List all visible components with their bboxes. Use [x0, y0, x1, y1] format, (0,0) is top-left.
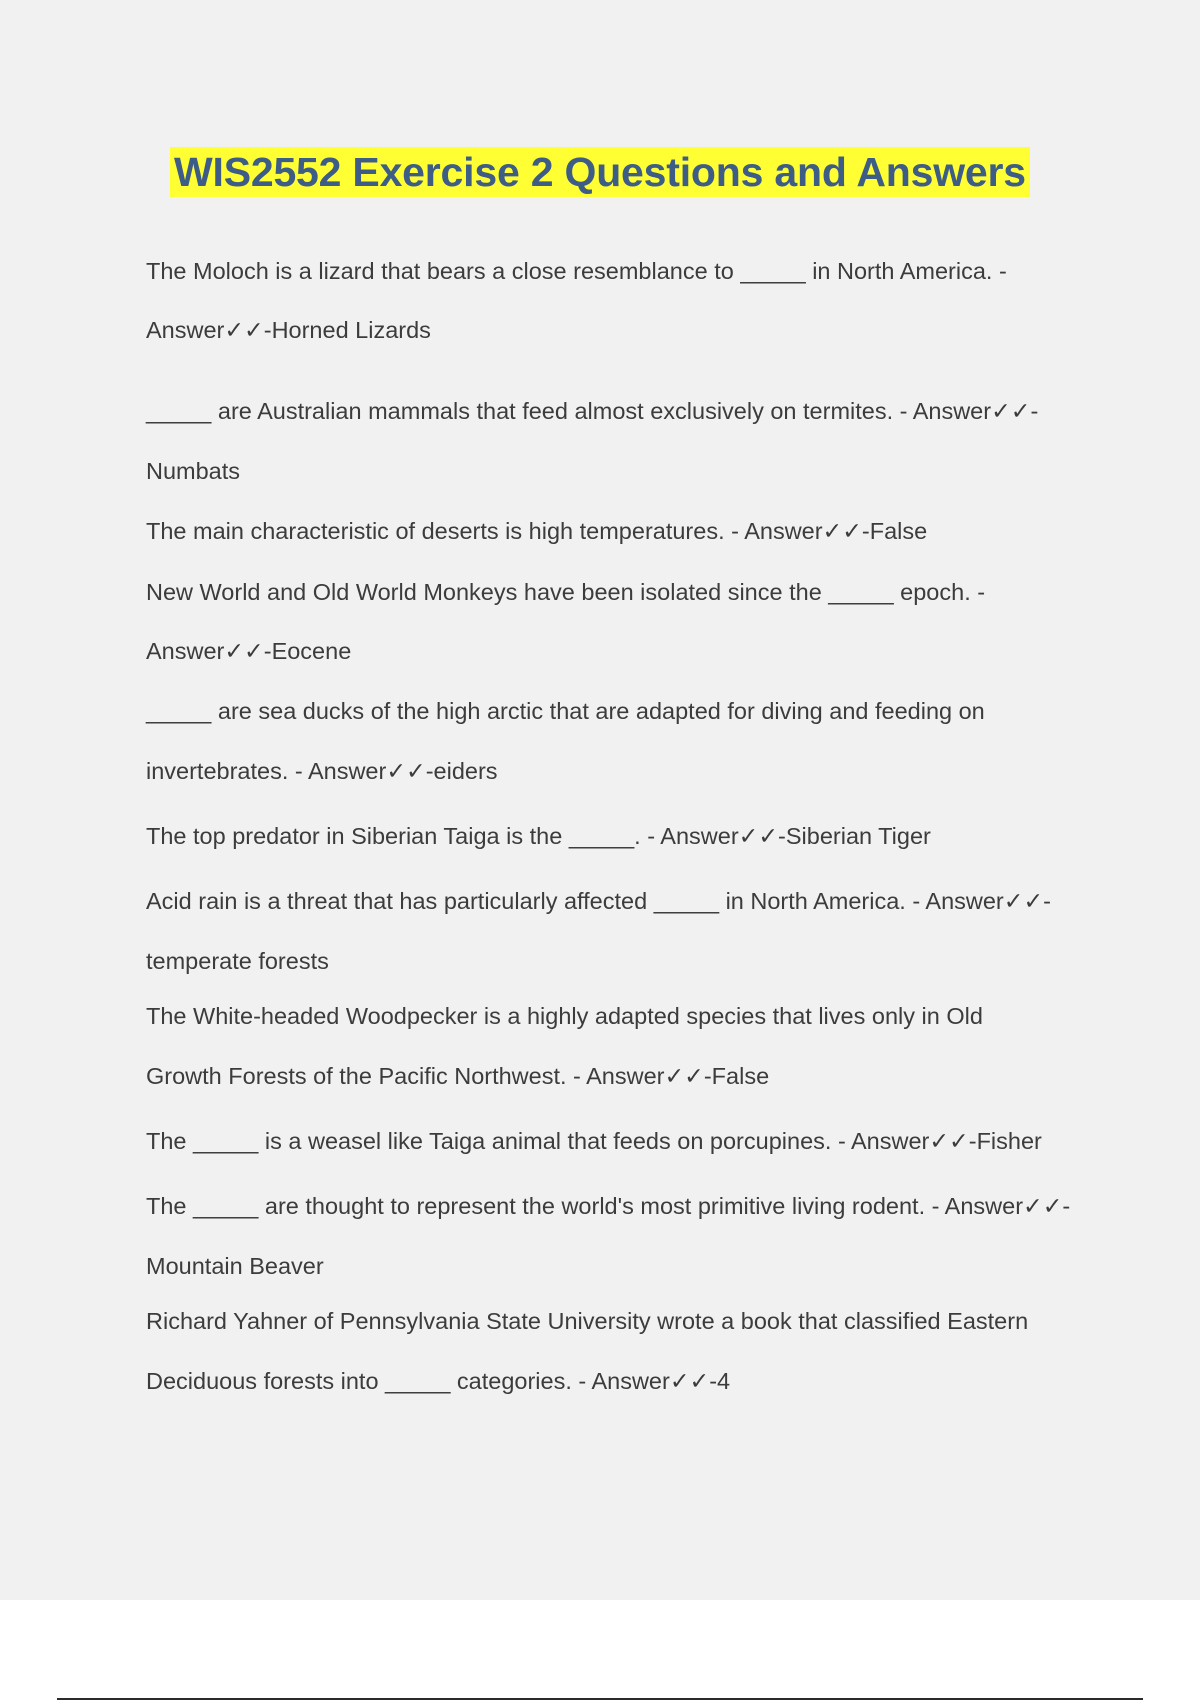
- text-line: Richard Yahner of Pennsylvania State University wrote a book that classified Eastern: [146, 1308, 1029, 1334]
- text-line: The _____ are thought to represent the world's most primitive living rodent. - Answer✓✓-: [146, 1193, 1071, 1219]
- text-line: Deciduous forests into _____ categories. - Answer✓✓-4: [146, 1368, 731, 1394]
- text-line: Answer✓✓-Eocene: [146, 638, 352, 664]
- title-highlight: [170, 147, 1030, 197]
- text-line: temperate forests: [146, 948, 329, 974]
- text-line: Growth Forests of the Pacific Northwest. - Answer✓✓-False: [146, 1063, 770, 1089]
- text-line: _____ are sea ducks of the high arctic that are adapted for diving and feeding on: [146, 698, 985, 724]
- text-line: The Moloch is a lizard that bears a close resemblance to _____ in North America. -: [146, 258, 1007, 284]
- text-line: The White-headed Woodpecker is a highly adapted species that lives only in Old: [146, 1003, 983, 1029]
- text-line: Answer✓✓-Horned Lizards: [146, 317, 431, 343]
- document-title: WIS2552 Exercise 2 Questions and Answers: [174, 148, 1026, 195]
- text-line: invertebrates. - Answer✓✓-eiders: [146, 758, 498, 784]
- text-line: Mountain Beaver: [146, 1253, 324, 1279]
- text-line: The top predator in Siberian Taiga is the _____. - Answer✓✓-Siberian Tiger: [146, 823, 931, 849]
- text-line: Acid rain is a threat that has particularly affected _____ in North America. - Answer✓✓-: [146, 888, 1051, 914]
- text-line: The _____ is a weasel like Taiga animal that feeds on porcupines. - Answer✓✓-Fisher: [146, 1128, 1042, 1154]
- text-line: _____ are Australian mammals that feed almost exclusively on termites. - Answer✓✓-: [146, 398, 1039, 424]
- text-line: New World and Old World Monkeys have been isolated since the _____ epoch. -: [146, 579, 986, 605]
- text-line: The main characteristic of deserts is high temperatures. - Answer✓✓-False: [146, 518, 928, 544]
- text-line: Numbats: [146, 458, 241, 484]
